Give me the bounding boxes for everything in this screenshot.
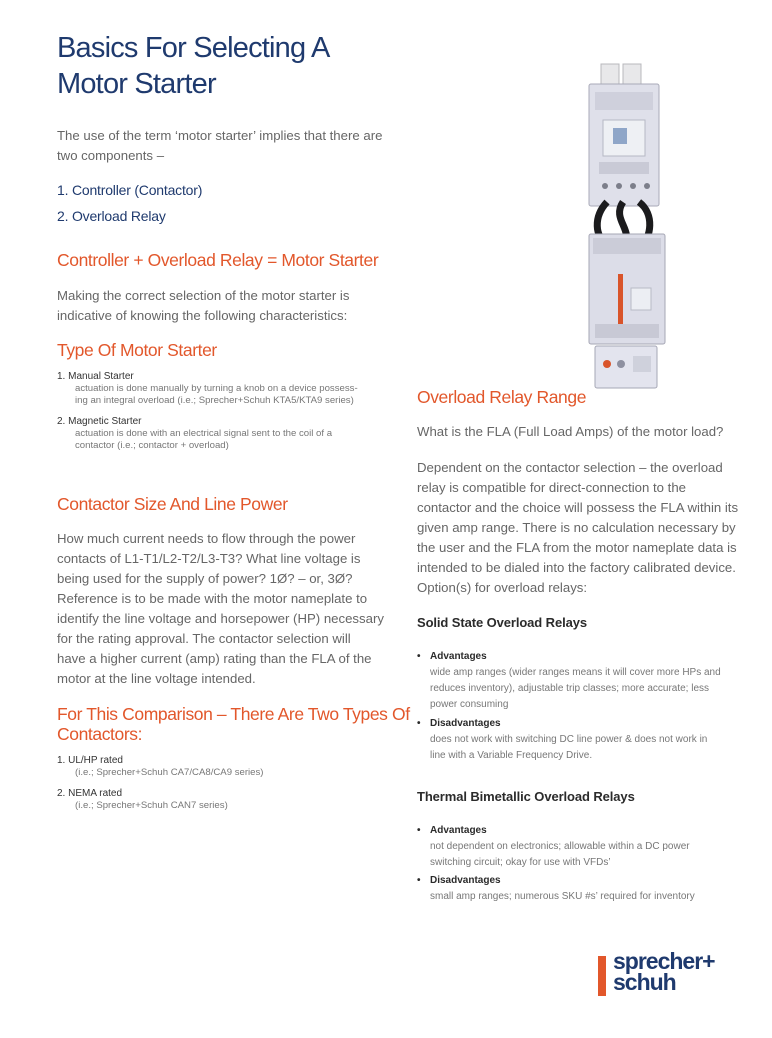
motor-starter-photo [585,62,675,392]
disadvantages-desc [417,732,762,764]
desc-line: reduces inventory), adjustable trip classes; more accurate; less [430,683,710,694]
contactor-heading: Contactor Size And Line Power [57,494,288,514]
thermal-list [417,823,762,905]
desc-line: not dependent on electronics; allowable within a DC power [430,841,690,852]
overload-line: relay is compatible for direct-connection to the [417,480,687,495]
intro-line-1: The use of the term ‘motor starter’ implies that there are [57,128,383,143]
equation-heading: Controller + Overload Relay = Motor Starter [57,250,379,270]
contactor-type-list [57,755,402,811]
contactor-type-label: 1. UL/HP rated [57,755,123,766]
overload-line: contactor and the choice will possess the FLA within its [417,500,739,515]
overload-line: given amp range. There is no calculation necessary by [417,520,736,535]
starter-type-desc-line: actuation is done manually by turning a knob on a device possess- [75,383,358,394]
advantages-label: Advantages [430,825,487,836]
starter-type-list [57,371,402,451]
starter-type-desc-line: contactor (i.e.; contactor + overload) [75,439,229,451]
logo-line-1: sprecher+ [613,948,715,974]
disadvantages-desc [417,889,762,905]
selection-line-1: Making the correct selection of the motor starter is [57,288,350,303]
disadvantages-label: Disadvantages [430,875,501,886]
overload-line: intended to be dialed into the factory calibrated device. [417,560,736,575]
contactor-line: Reference is to be made with the motor nameplate to [57,591,368,606]
desc-line: switching circuit; okay for use with VFDs’ [430,857,611,868]
intro-paragraph [57,126,407,166]
disadvantages-label: Disadvantages [430,718,501,729]
advantages-label: Advantages [430,651,487,662]
comparison-heading-line: For This Comparison – There Are Two Types Of [57,704,410,724]
sprecher-schuh-logo [598,948,758,997]
starter-type-desc-line: actuation is done with an electrical signal sent to the coil of a [75,428,333,439]
selection-paragraph [57,286,407,326]
page-title [57,30,387,102]
starter-type-desc [57,428,402,451]
thermal-heading: Thermal Bimetallic Overload Relays [417,789,635,804]
fla-question: What is the FLA (Full Load Amps) of the motor load? [417,424,724,439]
advantages-item [417,823,762,839]
overload-line: the user and the FLA from the motor nameplate data is [417,540,737,555]
component-item: 2. Overload Relay [57,208,166,224]
advantages-item [417,649,762,665]
intro-line-2: two components – [57,148,165,163]
contactor-line: being used for the supply of power? 1Ø? – or, 3Ø? [57,571,353,586]
type-heading: Type Of Motor Starter [57,340,217,360]
overload-heading: Overload Relay Range [417,387,587,407]
logo-wordmark [613,948,715,995]
title-line-1: Basics For Selecting A [57,32,330,64]
solid-state-heading: Solid State Overload Relays [417,615,587,630]
disadvantages-item [417,873,762,889]
desc-line: small amp ranges; numerous SKU #s’ required for inventory [430,891,695,902]
desc-line: line with a Variable Frequency Drive. [430,750,593,761]
contactor-line: motor at the line voltage intended. [57,671,256,686]
comparison-heading-line: Contactors: [57,724,143,744]
overload-paragraph [417,458,762,598]
advantages-desc [417,839,762,871]
comparison-heading [57,704,410,744]
overload-line: Option(s) for overload relays: [417,580,588,595]
starter-type-label: 2. Magnetic Starter [57,416,142,427]
bullet-icon: • [417,718,421,729]
bullet-icon: • [417,825,421,836]
starter-type-desc-line: ing an integral overload (i.e.; Sprecher+Schuh KTA5/KTA9 series) [75,394,354,406]
logo-bar [598,956,606,996]
desc-line: wide amp ranges (wider ranges means it will cover more HPs and [430,667,721,678]
logo-line-2: schuh [613,969,676,995]
title-line-2: Motor Starter [57,68,216,100]
contactor-line: How much current needs to flow through the power [57,531,356,546]
starter-type-desc [57,383,402,406]
contactor-paragraph [57,529,402,689]
contactor-type-label: 2. NEMA rated [57,787,123,799]
solid-state-list [417,649,762,764]
contactor-line: for the rating approval. The contactor selection will [57,631,351,646]
desc-line: does not work with switching DC line power & does not work in [430,734,708,745]
contactor-type-desc: (i.e.; Sprecher+Schuh CA7/CA8/CA9 series) [75,767,264,778]
contactor-type-desc: (i.e.; Sprecher+Schuh CAN7 series) [75,799,228,811]
bullet-icon: • [417,875,421,886]
bullet-icon: • [417,651,421,662]
overload-line: Dependent on the contactor selection – the overload [417,460,723,475]
contactor-line: contacts of L1-T1/L2-T2/L3-T3? What line voltage is [57,551,361,566]
desc-line: power consuming [430,699,509,710]
disadvantages-item [417,716,762,732]
advantages-desc [417,665,762,713]
starter-type-label: 1. Manual Starter [57,371,134,382]
contactor-line: identify the line voltage and horsepower (HP) necessary [57,611,384,626]
selection-line-2: indicative of knowing the following characteristics: [57,308,348,323]
contactor-line: have a higher current (amp) rating than the FLA of the [57,651,372,666]
component-item: 1. Controller (Contactor) [57,182,203,198]
